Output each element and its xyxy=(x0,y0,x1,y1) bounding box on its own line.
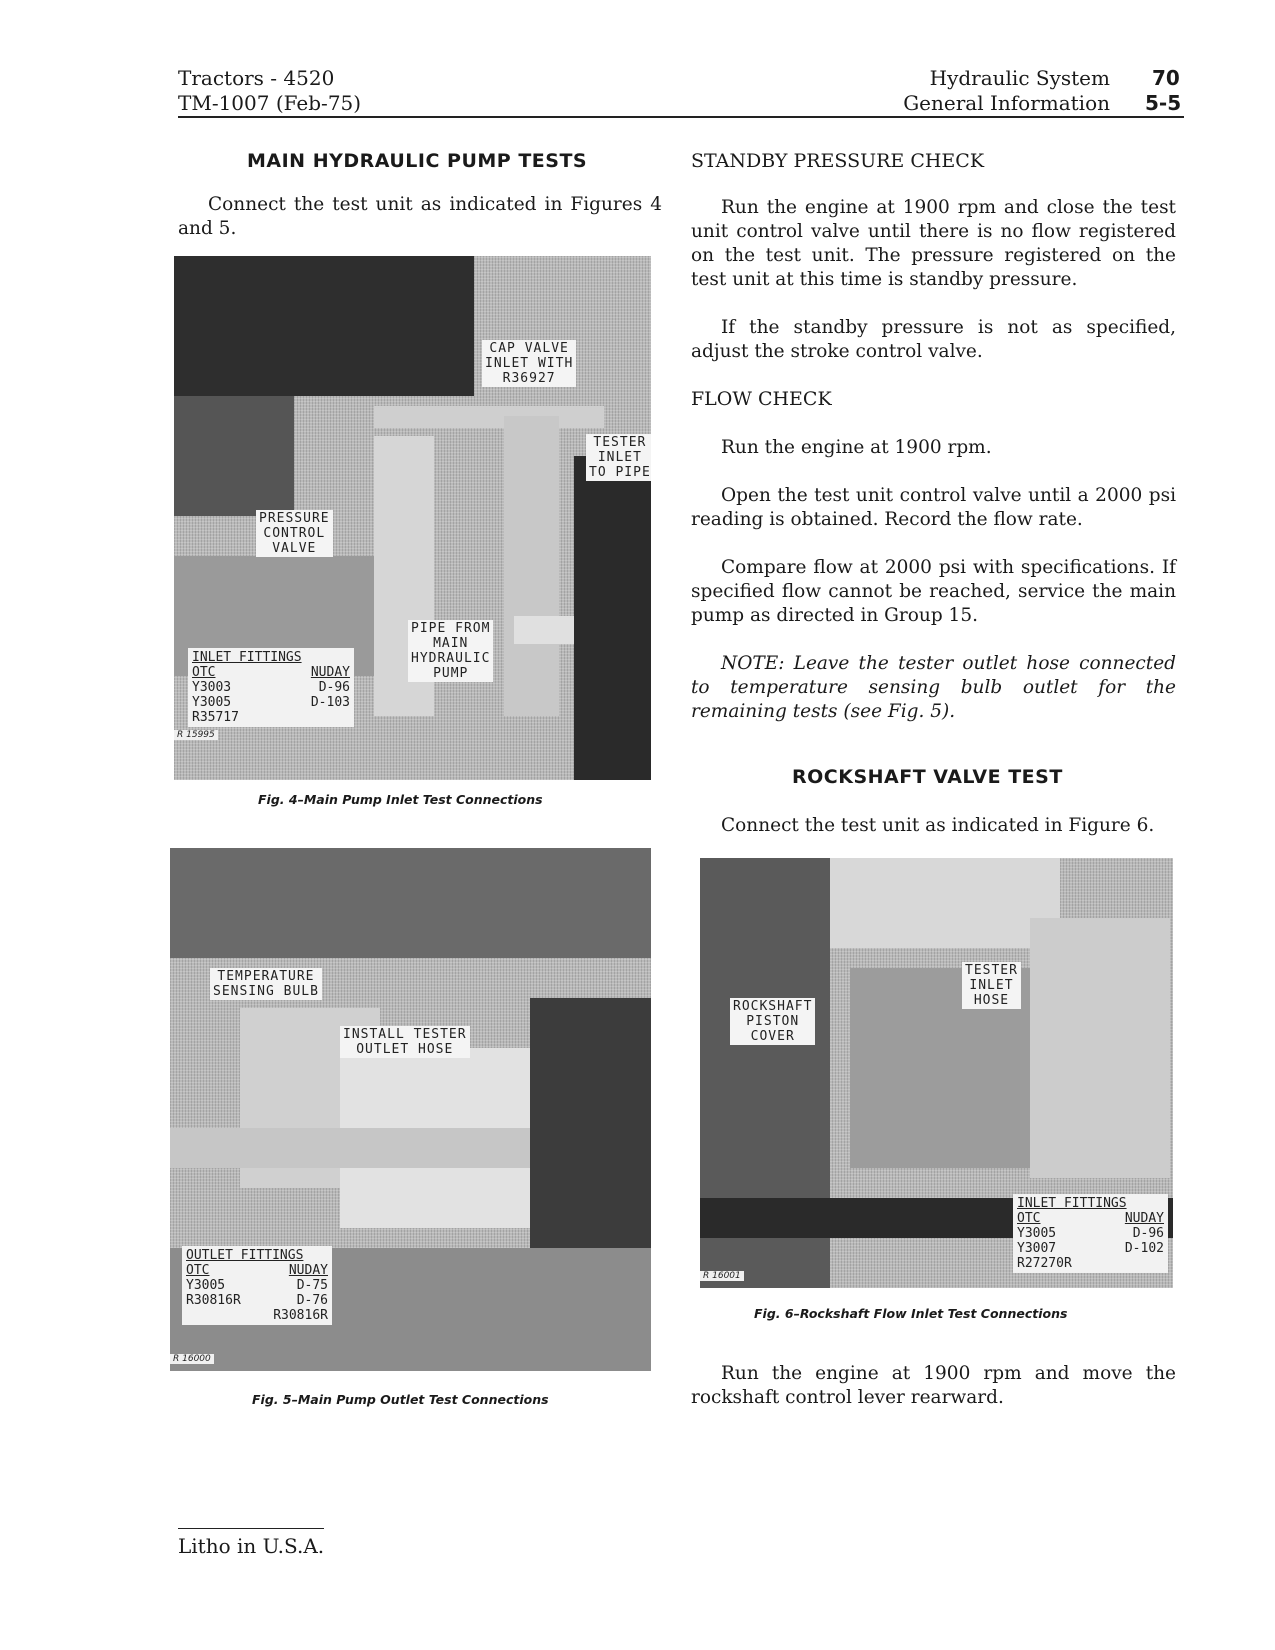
tester-hose-note: NOTE: Leave the tester outlet hose connected to temperature sensing bulb outlet for the remaining tests (see Fig. 5). xyxy=(691,653,1176,722)
fig6-label-tester-inlet-hose: TESTER INLET HOSE xyxy=(962,962,1021,1009)
standby-paragraph-2: If the standby pressure is not as specified, adjust the stroke control valve. xyxy=(691,317,1176,362)
section-number: 5-5 xyxy=(1145,91,1182,115)
main-pump-intro: Connect the test unit as indicated in Figures 4 and 5. xyxy=(178,194,662,239)
fig5-table-title: OUTLET FITTINGS xyxy=(186,1248,304,1263)
flow-paragraph-3: Compare flow at 2000 psi with specifications. If specified flow cannot be reached, service the main pump as directed in Group 15. xyxy=(691,557,1176,626)
header-manual-id: TM-1007 (Feb-75) xyxy=(178,91,362,115)
fig4-caption: Fig. 4–Main Pump Inlet Test Connections xyxy=(258,792,543,807)
fig5-caption: Fig. 5–Main Pump Outlet Test Connections xyxy=(252,1392,549,1407)
fig6-photo-tag: R 16001 xyxy=(700,1271,744,1281)
fig6-fittings-table xyxy=(1013,1194,1168,1273)
table-row: Y3003 D-96 xyxy=(192,680,350,695)
fig6-table-col-nuday: NUDAY xyxy=(1124,1211,1164,1226)
table-row: R30816R D-76 xyxy=(186,1293,328,1308)
header-manual-title: Tractors - 4520 xyxy=(178,66,335,90)
fig5-label-install-outlet: INSTALL TESTER OUTLET HOSE xyxy=(340,1026,470,1058)
table-row: R30816R xyxy=(273,1308,328,1323)
standby-paragraph-1: Run the engine at 1900 rpm and close the test unit control valve until there is no flow registered on the test unit. The pressure registered on the test unit at this time is standby pressure. xyxy=(691,197,1176,290)
fig6-label-rockshaft-cover: ROCKSHAFT PISTON COVER xyxy=(730,998,815,1045)
footer-rule xyxy=(178,1528,324,1529)
fig5-table-col-nuday: NUDAY xyxy=(288,1263,328,1278)
standby-pressure-heading: STANDBY PRESSURE CHECK xyxy=(691,150,985,172)
header-subsection-title: General Information xyxy=(903,91,1110,115)
fig4-table-col-otc: OTC xyxy=(192,665,216,680)
fig4-label-cap-valve: CAP VALVE INLET WITH R36927 xyxy=(482,340,576,387)
flow-paragraph-2: Open the test unit control valve until a 2000 psi reading is obtained. Record the flow rate. xyxy=(691,485,1176,530)
fig4-table-col-nuday: NUDAY xyxy=(310,665,350,680)
fig4-table-title: INLET FITTINGS xyxy=(192,650,302,665)
fig5-photo-tag: R 16000 xyxy=(170,1354,214,1364)
fig4-label-pressure-control: PRESSURE CONTROL VALVE xyxy=(256,510,333,557)
fig4-label-tester-inlet: TESTER INLET TO PIPE xyxy=(586,434,651,481)
flow-paragraph-1: Run the engine at 1900 rpm. xyxy=(721,437,992,458)
table-row: Y3005 D-103 xyxy=(192,695,350,710)
fig6-table-col-otc: OTC xyxy=(1017,1211,1041,1226)
footer-litho: Litho in U.S.A. xyxy=(178,1534,325,1558)
rockshaft-valve-test-heading: ROCKSHAFT VALVE TEST xyxy=(792,766,1063,788)
page-number: 70 xyxy=(1152,66,1180,90)
fig4-label-pipe-from-pump: PIPE FROM MAIN HYDRAULIC PUMP xyxy=(408,620,493,682)
fig6-photo xyxy=(700,858,1173,1288)
fig4-photo xyxy=(174,256,651,780)
fig6-caption: Fig. 6–Rockshaft Flow Inlet Test Connections xyxy=(754,1306,1068,1321)
rockshaft-paragraph-2: Run the engine at 1900 rpm and move the rockshaft control lever rearward. xyxy=(691,1363,1176,1408)
header-section-title: Hydraulic System xyxy=(929,66,1110,90)
fig5-photo xyxy=(170,848,651,1371)
main-pump-tests-heading: MAIN HYDRAULIC PUMP TESTS xyxy=(247,150,588,172)
fig5-table-col-otc: OTC xyxy=(186,1263,210,1278)
table-row: Y3005 D-75 xyxy=(186,1278,328,1293)
table-row: Y3007 D-102 xyxy=(1017,1241,1164,1256)
fig5-fittings-table xyxy=(182,1246,332,1325)
fig4-fittings-table xyxy=(188,648,354,727)
fig6-table-title: INLET FITTINGS xyxy=(1017,1196,1127,1211)
fig5-label-temp-bulb: TEMPERATURE SENSING BULB xyxy=(210,968,322,1000)
fig4-photo-tag: R 15995 xyxy=(174,730,218,740)
table-row: R35717 xyxy=(192,710,239,725)
flow-check-heading: FLOW CHECK xyxy=(691,388,832,410)
table-row: R27270R xyxy=(1017,1256,1072,1271)
header-rule xyxy=(178,116,1184,118)
table-row: Y3005 D-96 xyxy=(1017,1226,1164,1241)
rockshaft-paragraph-1: Connect the test unit as indicated in Figure 6. xyxy=(721,815,1155,836)
